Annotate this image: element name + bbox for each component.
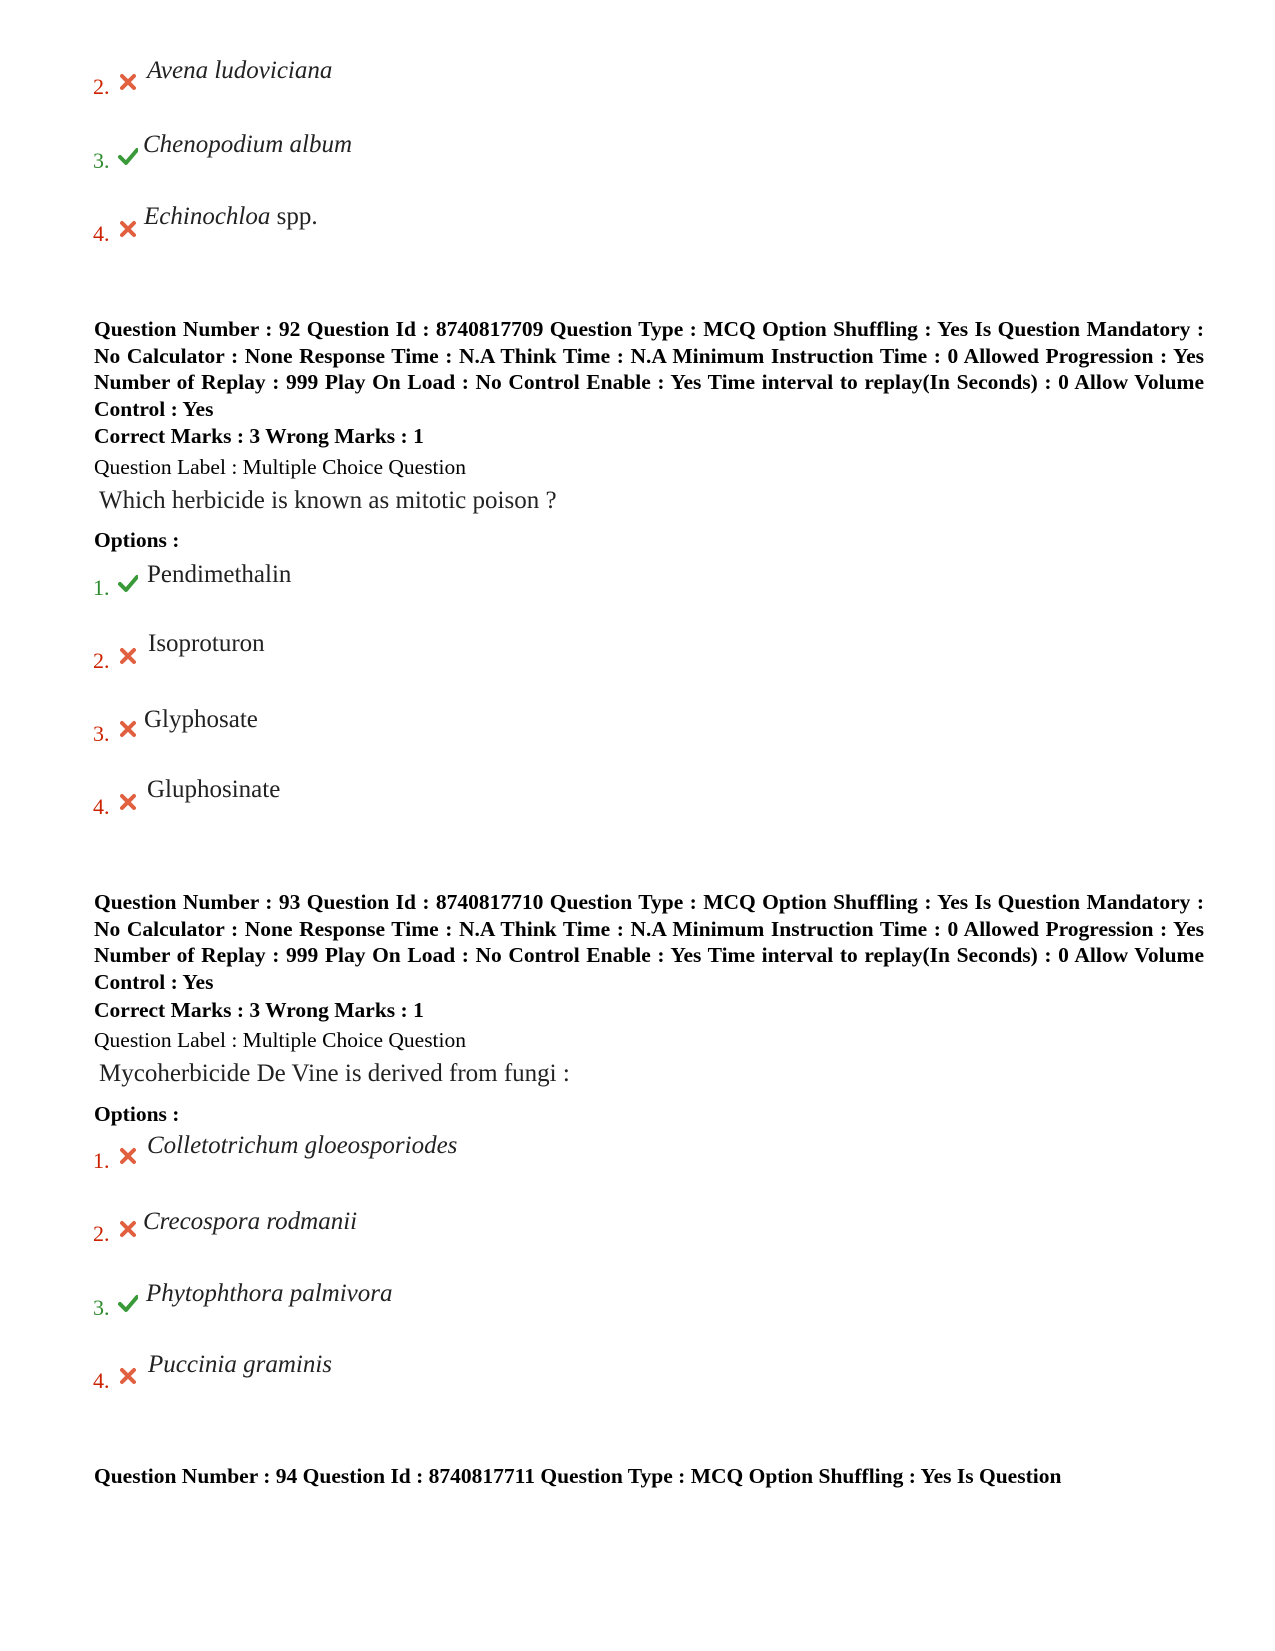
option-text: Gluphosinate [147,776,281,803]
option-number: 2. [93,1221,110,1246]
checkmark-icon [118,573,138,593]
option-number: 4. [93,794,110,819]
question-meta: Question Number : 93 Question Id : 8740817710 Question Type : MCQ Option Shuffling : Yes Is Question Mandatory : No Calculator : None Response Time : N.A Think Time : N.A Minimum Instruction Time : 0 Allowed Progression : Yes Number of Replay : 999 Play On Load : No Control Enable : Yes Time interval to replay(In Seconds) : 0 Allow Volume Control : Yes [94,890,1204,994]
option-text-italic: Echinochloa [144,203,271,230]
option-number: 4. [93,1368,110,1393]
cross-icon [118,719,138,739]
cross-icon [118,646,138,666]
cross-icon [118,219,138,239]
cross-icon [118,792,138,812]
option-text: Colletotrichum gloeosporiodes [147,1132,458,1159]
option-number: 3. [93,721,110,746]
question-label: Question Label : Multiple Choice Question [94,1028,467,1052]
cross-icon [118,1219,138,1239]
option-number: 2. [93,74,110,99]
question-text: Mycoherbicide De Vine is derived from fungi : [99,1060,570,1087]
option-number: 1. [93,1148,110,1173]
cross-icon [118,1146,138,1166]
question-text: Which herbicide is known as mitotic poison ? [99,487,557,514]
question-marks: Correct Marks : 3 Wrong Marks : 1 [94,424,424,448]
option-text: Isoproturon [148,630,265,657]
option-text: Crecospora rodmanii [143,1208,358,1235]
cross-icon [118,1366,138,1386]
cross-icon [118,72,138,92]
option-text: Chenopodium album [143,131,353,158]
checkmark-icon [118,1293,138,1313]
option-text [144,203,318,231]
option-text: Avena ludoviciana [147,57,333,84]
question-marks: Correct Marks : 3 Wrong Marks : 1 [94,998,424,1022]
question-meta: Question Number : 92 Question Id : 8740817709 Question Type : MCQ Option Shuffling : Yes Is Question Mandatory : No Calculator : None Response Time : N.A Think Time : N.A Minimum Instruction Time : 0 Allowed Progression : Yes Number of Replay : 999 Play On Load : No Control Enable : Yes Time interval to replay(In Seconds) : 0 Allow Volume Control : Yes [94,317,1204,421]
option-number: 4. [93,221,110,246]
question-label: Question Label : Multiple Choice Question [94,455,467,479]
option-text-roman: spp. [270,203,318,230]
option-number: 3. [93,148,110,173]
checkmark-icon [118,146,138,166]
option-text: Puccinia graminis [148,1351,333,1378]
option-number: 1. [93,575,110,600]
options-heading: Options : [94,528,180,552]
option-number: 3. [93,1295,110,1320]
option-number: 2. [93,648,110,673]
option-text: Glyphosate [144,706,258,733]
question-meta: Question Number : 94 Question Id : 8740817711 Question Type : MCQ Option Shuffling : Yes Is Question [94,1464,1062,1488]
option-text: Phytophthora palmivora [146,1280,393,1307]
options-heading: Options : [94,1102,180,1126]
option-text: Pendimethalin [147,561,292,588]
